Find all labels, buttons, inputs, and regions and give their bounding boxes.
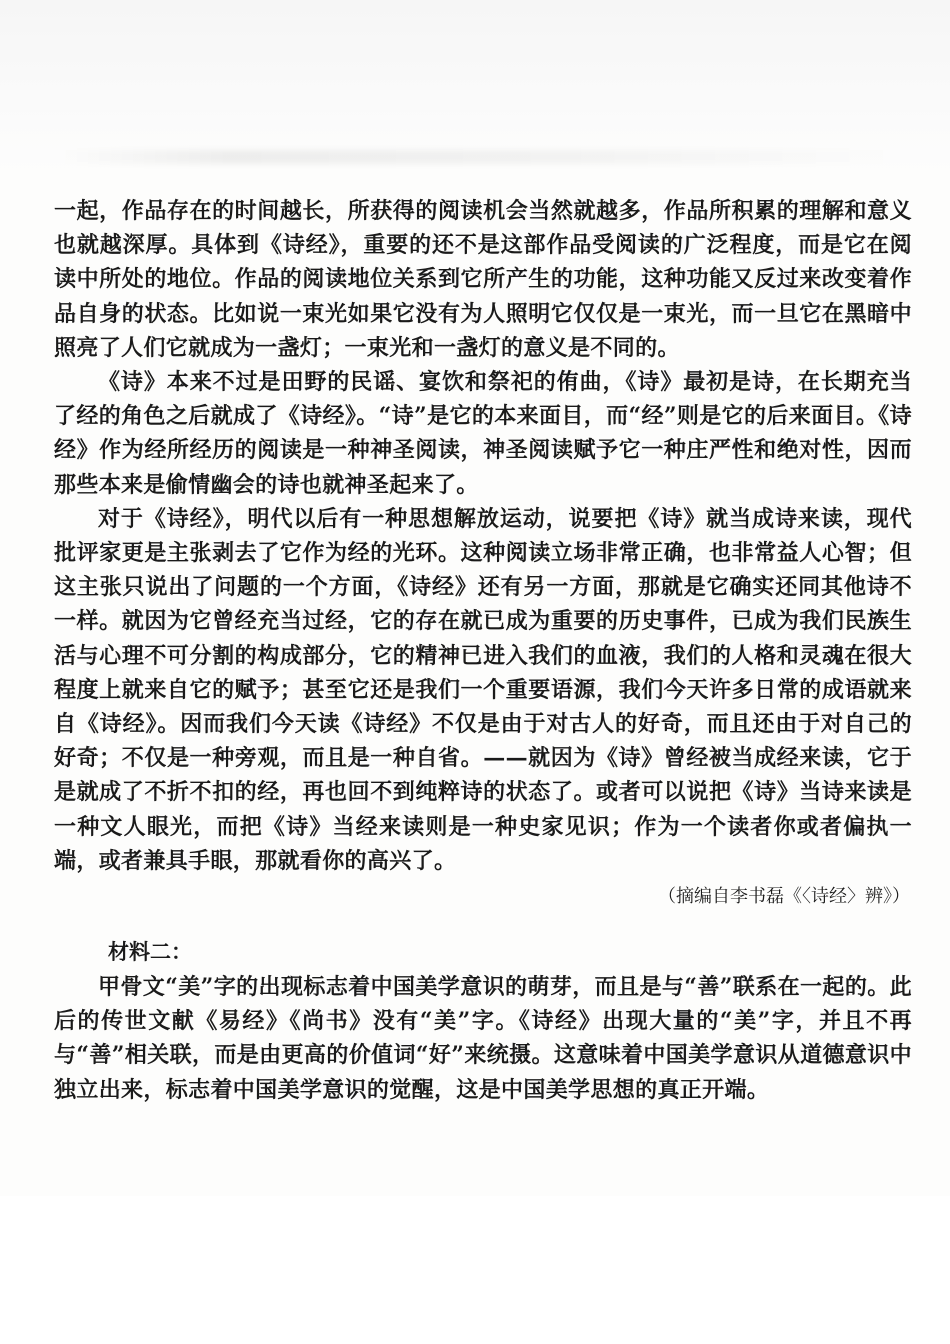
scan-streak xyxy=(60,150,900,164)
document-body xyxy=(54,194,912,1107)
scan-shadow xyxy=(0,0,950,175)
source-citation: （摘编自李书磊《〈诗经〉辨》） xyxy=(658,886,910,908)
page-bottom-margin xyxy=(0,1196,950,1344)
material-2-heading: 材料二： xyxy=(108,940,192,965)
paragraph-1: 一起，作品存在的时间越长，所获得的阅读机会当然就越多，作品所积累的理解和意义也就越深厚。具体到《诗经》，重要的还不是这部作品受阅读的广泛程度，而是它在阅读中所处的地位。作品的阅读地位关系到它所产生的功能，这种功能又反过来改变着作品自身的状态。比如说一束光如果它没有为人照明它仅仅是一束光，而一旦它在黑暗中照亮了人们它就成为一盏灯；一束光和一盏灯的意义是不同的。 xyxy=(54,198,912,361)
paragraph-2: 《诗》本来不过是田野的民谣、宴饮和祭祀的侑曲，《诗》最初是诗，在长期充当了经的角色之后就成了《诗经》。“诗”是它的本来面目，而“经”则是它的后来面目。《诗经》作为经所经历的阅读是一种神圣阅读，神圣阅读赋予它一种庄严性和绝对性，因而那些本来是偷情幽会的诗也就神圣起来了。 xyxy=(54,369,912,498)
material-2-paragraph: 甲骨文“美”字的出现标志着中国美学意识的萌芽，而且是与“善”联系在一起的。此后的传世文献《易经》《尚书》没有“美”字。《诗经》出现大量的“美”字，并且不再与“善”相关联，而是由更高的价值词“好”来统摄。这意味着中国美学意识从道德意识中独立出来，标志着中国美学意识的觉醒，这是中国美学思想的真正开端。 xyxy=(54,974,912,1103)
paragraph-3: 对于《诗经》，明代以后有一种思想解放运动，说要把《诗》就当成诗来读，现代批评家更是主张剥去了它作为经的光环。这种阅读立场非常正确，也非常益人心智；但这主张只说出了问题的一个方面，《诗经》还有另一方面，那就是它确实还同其他诗不一样。就因为它曾经充当过经，它的存在就已成为重要的历史事件，已成为我们民族生活与心理不可分割的构成部分，它的精神已进入我们的血液，我们的人格和灵魂在很大程度上就来自它的赋予；甚至它还是我们一个重要语源，我们今天许多日常的成语就来自《诗经》。因而我们今天读《诗经》不仅是由于对古人的好奇，而且还由于对自己的好奇；不仅是一种旁观，而且是一种自省。——就因为《诗》曾经被当成经来读，它于是就成了不折不扣的经，再也回不到纯粹诗的状态了。或者可以说把《诗》当诗来读是一种文人眼光，而把《诗》当经来读则是一种史家见识；作为一个读者你或者偏执一端，或者兼具手眼，那就看你的高兴了。 xyxy=(54,505,912,874)
